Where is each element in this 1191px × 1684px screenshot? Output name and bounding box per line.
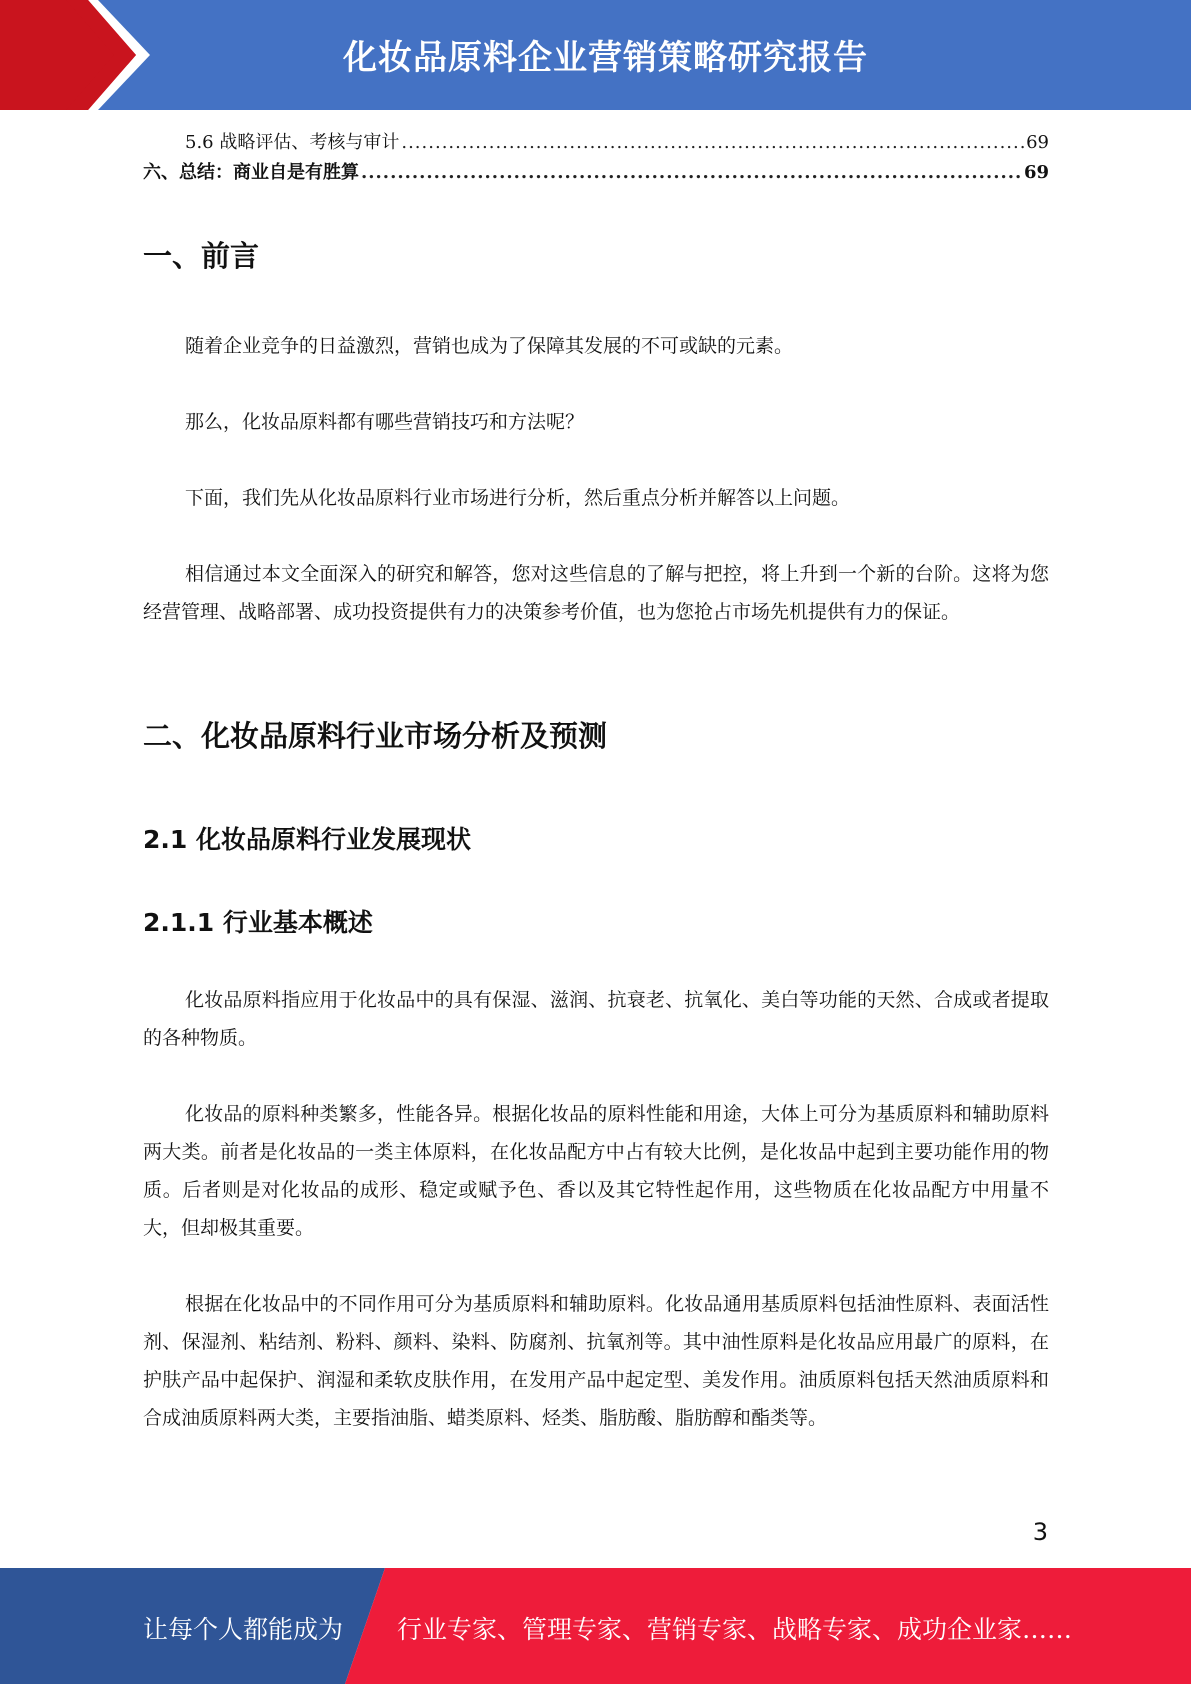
paragraph: 根据在化妆品中的不同作用可分为基质原料和辅助原料。化妆品通用基质原料包括油性原料、表面活性剂、保湿剂、粘结剂、粉料、颜料、染料、防腐剂、抗氧剂等。其中油性原料是化妆品应用最广的原料，在护肤产品中起保护、润湿和柔软皮肤作用，在发用产品中起定型、美发作用。油质原料包括天然油质原料和合成油质原料两大类，主要指油脂、蜡类原料、烃类、脂肪酸、脂肪醇和酯类等。 xyxy=(143,1293,1049,1429)
header-title: 化妆品原料企业营销策略研究报告 xyxy=(343,38,868,78)
section-heading: 一、前言 xyxy=(143,239,260,273)
paragraph: 那么，化妆品原料都有哪些营销技巧和方法呢？ xyxy=(185,411,585,433)
toc xyxy=(143,128,1049,188)
page-footer xyxy=(0,1568,1191,1684)
subsection-heading: 2.1 化妆品原料行业发展现状 xyxy=(143,825,471,854)
toc-entry-label: 六、总结：商业自是有胜算 xyxy=(143,162,359,183)
paragraph: 相信通过本文全面深入的研究和解答，您对这些信息的了解与把控，将上升到一个新的台阶。这将为您经营管理、战略部署、成功投资提供有力的决策参考价值，也为您抢占市场先机提供有力的保证。 xyxy=(143,563,1049,623)
toc-leader-dots xyxy=(361,162,1022,183)
page-number: 3 xyxy=(1032,1518,1048,1546)
footer-left-text: 让每个人都能成为 xyxy=(143,1615,344,1644)
paragraph: 化妆品的原料种类繁多，性能各异。根据化妆品的原料性能和用途，大体上可分为基质原料和辅助原料两大类。前者是化妆品的一类主体原料，在化妆品配方中占有较大比例，是化妆品中起到主要功能作用的物质。后者则是对化妆品的成形、稳定或赋予色、香以及其它特性起作用，这些物质在化妆品配方中用量不大，但却极其重要。 xyxy=(143,1103,1049,1239)
toc-entry-page: 69 xyxy=(1026,132,1049,153)
toc-entry-page: 69 xyxy=(1023,162,1049,183)
paragraph: 下面，我们先从化妆品原料行业市场进行分析，然后重点分析并解答以上问题。 xyxy=(185,487,851,509)
subsection-heading: 2.1.1 行业基本概述 xyxy=(143,908,373,937)
toc-leader-dots xyxy=(401,132,1024,153)
paragraph: 随着企业竞争的日益激烈，营销也成为了保障其发展的不可或缺的元素。 xyxy=(185,335,794,357)
toc-entry[interactable] xyxy=(143,128,1049,158)
section-heading: 二、化妆品原料行业市场分析及预测 xyxy=(143,719,608,753)
toc-entry-label: 5.6 战略评估、考核与审计 xyxy=(185,132,400,153)
toc-entry[interactable] xyxy=(143,158,1049,188)
paragraph: 化妆品原料指应用于化妆品中的具有保湿、滋润、抗衰老、抗氧化、美白等功能的天然、合成或者提取的各种物质。 xyxy=(143,989,1049,1049)
footer-right-text: 行业专家、管理专家、营销专家、战略专家、成功企业家…… xyxy=(397,1615,1073,1644)
page-header xyxy=(0,0,1191,110)
